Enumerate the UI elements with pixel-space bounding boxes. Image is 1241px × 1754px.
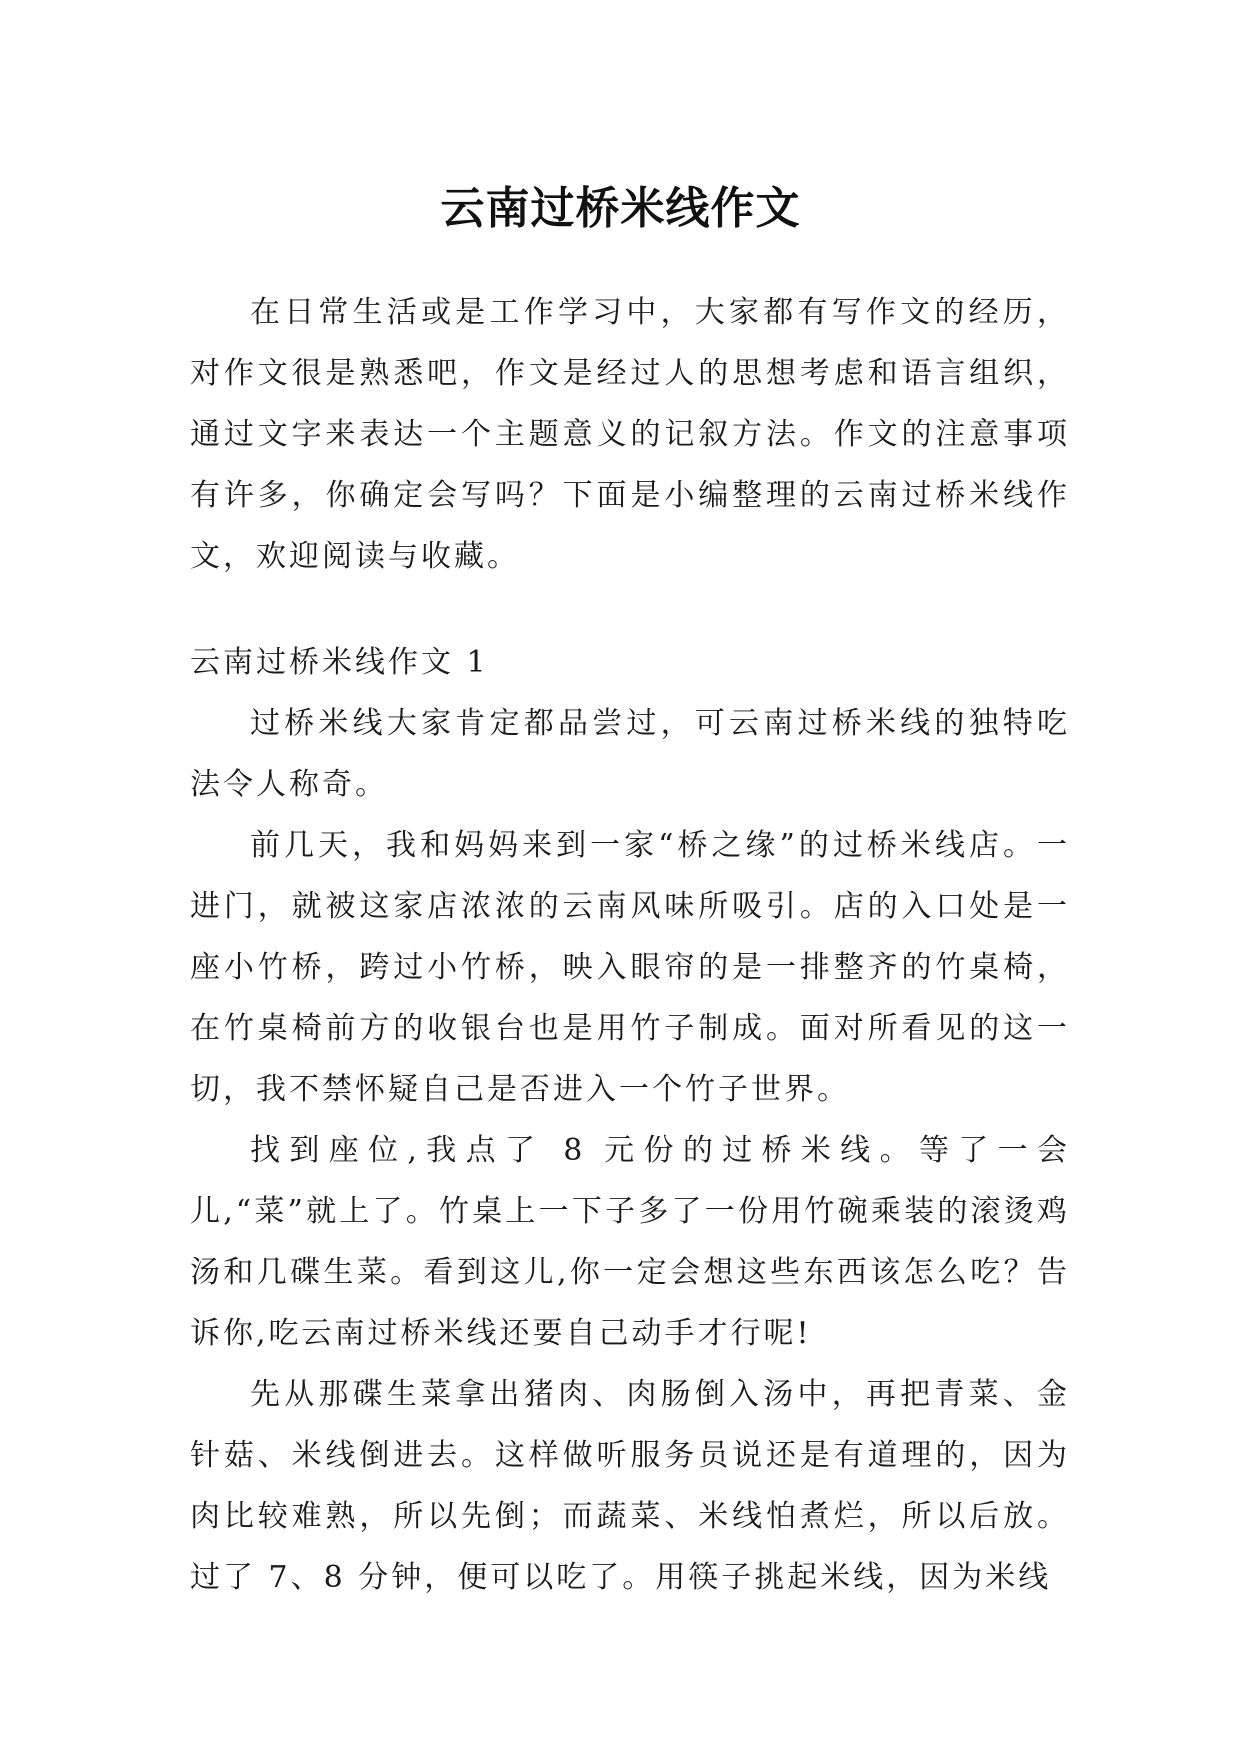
intro-block <box>190 282 1070 587</box>
essay-paragraph: 过桥米线大家肯定都品尝过，可云南过桥米线的独特吃法令人称奇。 <box>190 706 1070 802</box>
essay-paragraph: 找到座位,我点了 8 元份的过桥米线。等了一会儿,“菜”就上了。竹桌上一下子多了一份用竹碗乘装的滚烫鸡汤和几碟生菜。看到这儿,你一定会想这些东西该怎么吃？告诉你,吃云南过桥米线还要自己动手才行呢! <box>190 1133 1070 1351</box>
section-heading: 云南过桥米线作文 1 <box>190 645 489 680</box>
intro-paragraph: 在日常生活或是工作学习中，大家都有写作文的经历，对作文很是熟悉吧，作文是经过人的思想考虑和语言组织，通过文字来表达一个主题意义的记叙方法。作文的注意事项有许多，你确定会写吗？下面是小编整理的云南过桥米线作文，欢迎阅读与收藏。 <box>190 295 1070 574</box>
document-title: 云南过桥米线作文 <box>440 183 801 235</box>
essay-paragraph: 先从那碟生菜拿出猪肉、肉肠倒入汤中，再把青菜、金针菇、米线倒进去。这样做听服务员说还是有道理的，因为肉比较难熟，所以先倒；而蔬菜、米线怕煮烂，所以后放。过了 7、8 分钟，便可以吃了。用筷子挑起米线，因为米线 <box>190 1377 1070 1595</box>
essay-paragraph: 前几天，我和妈妈来到一家“桥之缘”的过桥米线店。一进门，就被这家店浓浓的云南风味所吸引。店的入口处是一座小竹桥，跨过小竹桥，映入眼帘的是一排整齐的竹桌椅，在竹桌椅前方的收银台也是用竹子制成。面对所看见的这一切，我不禁怀疑自己是否进入一个竹子世界。 <box>190 828 1070 1107</box>
essay-section <box>190 632 1070 1608</box>
